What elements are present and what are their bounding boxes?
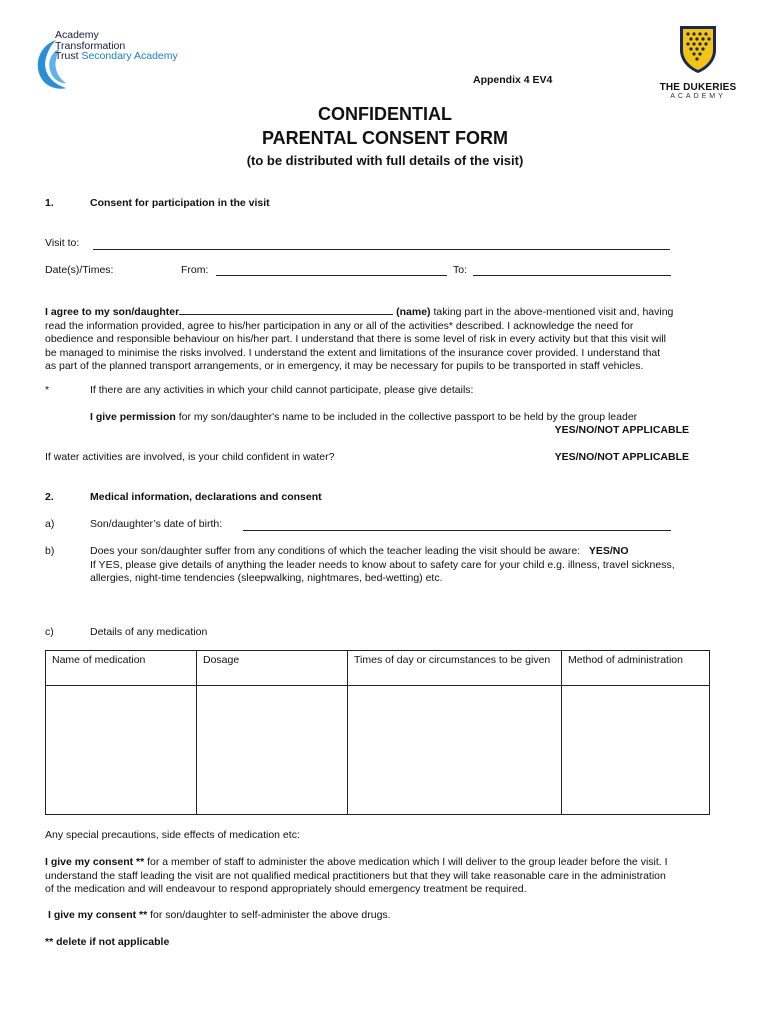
activities-question: If there are any activities in which your child cannot participate, please give details:	[90, 384, 474, 396]
agree-bold: I agree to my son/daughter	[45, 306, 180, 318]
visit-to-label: Visit to:	[45, 237, 80, 249]
asterisk-mark: *	[45, 384, 50, 396]
name-bold: (name)	[396, 306, 431, 318]
logo-line-2: Transformation	[55, 39, 126, 52]
from-label: From:	[181, 264, 209, 276]
section2-number: 2.	[45, 491, 54, 503]
agreement-line-5: as part of the planned transport arrangements, or in emergency, it may be necessary for pupils to be transported in staff vehicles.	[45, 360, 644, 372]
cell-method[interactable]	[562, 686, 710, 815]
dates-label: Date(s)/Times:	[45, 264, 114, 276]
consent1-line-1	[45, 856, 725, 870]
consent1-bold: I give my consent **	[45, 856, 145, 868]
logo-line-3b: Secondary Academy	[81, 50, 178, 62]
agreement-line-1	[45, 304, 725, 320]
conditions-line-3: allergies, night-time tendencies (sleepwalking, nightmares, bed-wetting) etc.	[90, 572, 443, 584]
delete-note: ** delete if not applicable	[45, 936, 170, 948]
agreement-line-2: read the information provided, agree to his/her participation in any or all of the activities* described. I acknowledge the need for	[45, 319, 634, 332]
crest-name-line1: THE DUKERIES	[659, 82, 737, 93]
visit-to-field[interactable]	[93, 249, 670, 250]
medication-table-header	[46, 651, 710, 686]
logo-line-3	[55, 51, 178, 62]
cell-times[interactable]	[348, 686, 562, 815]
consent-self-administer	[48, 909, 391, 921]
logo-line-1: Academy	[55, 29, 99, 41]
title-confidential: CONFIDENTIAL	[318, 104, 452, 124]
section1-number: 1.	[45, 197, 54, 209]
conditions-yes-no[interactable]: YES/NO	[588, 545, 629, 557]
permission-bold: I give permission	[90, 411, 176, 423]
to-label: To:	[453, 264, 468, 276]
title-consent-form: PARENTAL CONSENT FORM	[262, 128, 508, 148]
appendix-label: Appendix 4 EV4	[473, 74, 553, 86]
consent1-line-2: understand the staff leading the visit are not qualified medical practitioners but that they will take reasonable care in the administration	[45, 869, 666, 882]
cell-dosage[interactable]	[197, 686, 348, 815]
conditions-question	[90, 545, 730, 586]
agreement-line-3: obedience and responsible behaviour on his/her part. I understand that there is some level of risk in every activity but that this visit will	[45, 333, 666, 345]
section2-heading: Medical information, declarations and consent	[90, 491, 322, 503]
header-times-of-day: Times of day or circumstances to be given	[348, 651, 562, 686]
precautions-label: Any special precautions, side effects of medication etc:	[45, 829, 300, 841]
water-yes-no[interactable]: YES/NO/NOT APPLICABLE	[554, 451, 689, 463]
logo-line-3a: Trust	[55, 50, 79, 62]
from-field[interactable]	[216, 275, 447, 276]
header-name-of-medication: Name of medication	[46, 651, 197, 686]
dukeries-crest	[678, 24, 718, 74]
consent1-rest: for a member of staff to administer the above medication which I will deliver to the group leader before the visit. I	[147, 856, 668, 868]
medication-table	[45, 650, 710, 815]
crest-name-line2: ACADEMY	[670, 93, 726, 100]
item-c-label: c)	[45, 626, 54, 638]
conditions-line-1	[90, 545, 730, 559]
agreement-paragraph	[45, 304, 725, 374]
item-a-label: a)	[45, 518, 55, 530]
consent-administer-paragraph	[45, 856, 725, 897]
section1-heading: Consent for participation in the visit	[90, 197, 270, 209]
conditions-line-2: If YES, please give details of anything the leader needs to know about to safety care for your child e.g. illness, travel sickness,	[90, 558, 675, 571]
to-field[interactable]	[473, 275, 671, 276]
consent1-line-3: of the medication and will endeavour to respond appropriately should emergency treatment be required.	[45, 883, 527, 895]
crest-name	[650, 82, 746, 100]
consent2-rest: for son/daughter to self-administer the above drugs.	[150, 909, 391, 921]
water-question: If water activities are involved, is your child confident in water?	[45, 451, 335, 463]
permission-yes-no[interactable]: YES/NO/NOT APPLICABLE	[554, 424, 689, 436]
cell-medication-name[interactable]	[46, 686, 197, 815]
header-method: Method of administration	[562, 651, 710, 686]
child-name-field[interactable]	[179, 304, 393, 315]
consent2-bold: I give my consent **	[48, 909, 148, 921]
subtitle: (to be distributed with full details of the visit)	[246, 153, 524, 168]
dob-label: Son/daughter’s date of birth:	[90, 518, 223, 530]
trust-logo-text	[55, 30, 178, 62]
agreement-line-4: be managed to minimise the risks involved. I understand the extent and limitations of the insurance cover provided. I understand that	[45, 346, 661, 359]
agree-rest: taking part in the above-mentioned visit and, having	[433, 306, 674, 318]
header-dosage: Dosage	[197, 651, 348, 686]
dob-field[interactable]	[243, 530, 671, 531]
medication-table-row	[46, 686, 710, 815]
item-b-label: b)	[45, 545, 55, 557]
permission-rest: for my son/daughter's name to be included in the collective passport to be held by the group leader	[178, 411, 638, 423]
conditions-q-text: Does your son/daughter suffer from any conditions of which the teacher leading the visit should be aware:	[90, 545, 581, 557]
medication-heading: Details of any medication	[90, 626, 208, 638]
permission-statement	[90, 411, 637, 423]
